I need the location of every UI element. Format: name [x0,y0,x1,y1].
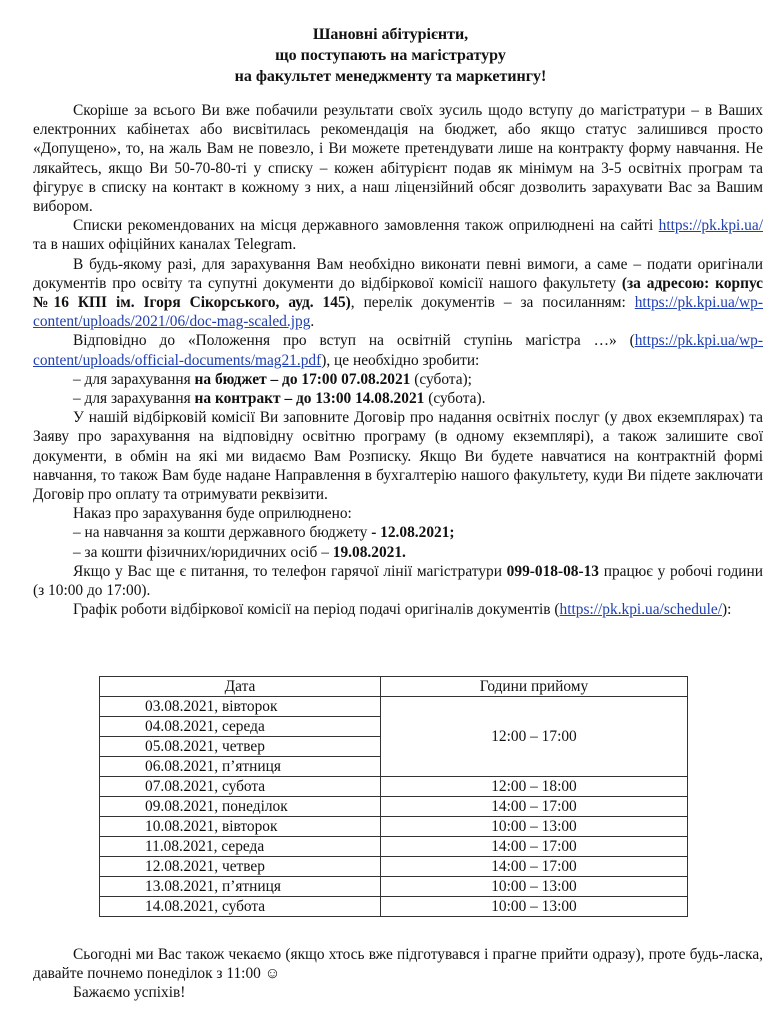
row-hours: 10:00 – 13:00 [381,877,688,897]
title-line-1: Шановні абітурієнти, [312,26,469,43]
row-date: 13.08.2021, п’ятниця [100,877,381,897]
order-budget [33,523,763,542]
closing-wishes: Бажаємо успіхів! [73,984,186,1002]
requirements-middle: , перелік документів – за посиланням: [350,294,635,312]
order-budget-date: - 12.08.2021; [371,524,455,542]
table-row [100,897,688,917]
requirement-contract [33,389,763,408]
order-contract-date: 19.08.2021. [332,543,406,561]
requirements-text: В будь-якому разі, для зарахування Вам необхідно виконати певні вимоги, а саме – подати оригінали документів про освіту та супутні документи до відбіркової комісії нашого факультету [33,255,763,292]
table-row [100,817,688,837]
order-contract-prefix: – за кошти фізичних/юридичних осіб – [73,543,333,561]
table-row [100,837,688,857]
site-link[interactable]: https://pk.kpi.ua/ [658,217,763,235]
regulation-tail: ), це необхідно зробити: [321,351,480,369]
requirements-tail: . [310,313,315,331]
table-row [100,697,688,717]
requirement-budget [33,370,763,389]
row-date: 11.08.2021, середа [100,837,381,857]
header-date: Дата [100,677,381,697]
schedule-table [99,676,688,917]
paragraph-lists-text: Списки рекомендованих на місця державного замовлення також оприлюднені на сайті [73,217,659,235]
document-title [0,24,781,87]
hotline-text: Якщо у Вас ще є питання, то телефон гарячої лінії магістратури [73,562,507,580]
closing-paragraph: Сьогодні ми Вас також чекаємо (якщо хтось вже підготувався і прагне прийти одразу), проте будь-ласка, давайте почнемо понеділок з 11:00 ☺ [33,946,763,983]
merged-hours: 12:00 – 17:00 [381,697,688,777]
header-hours: Години прийому [381,677,688,697]
title-line-3: на факультет менеджменту та маркетингу! [234,68,547,85]
table-row [100,877,688,897]
row-date: 03.08.2021, вівторок [100,697,381,717]
row-date: 09.08.2021, понеділок [100,797,381,817]
row-date: 05.08.2021, четвер [100,737,381,757]
paragraph-lists [33,216,763,254]
document-body [33,101,763,619]
order-contract [33,543,763,562]
table-row [100,797,688,817]
row-date: 07.08.2021, субота [100,777,381,797]
requirement-contract-prefix: – для зарахування [73,390,195,408]
row-hours: 14:00 – 17:00 [381,857,688,877]
paragraph-commission: У нашій відбірковій комісії Ви заповните Договір про надання освітніх послуг (у двох екземплярах) та Заяву про зарахування на відповідну освітню програму (в одному екземплярі), а також залишите свої документи, в обмін на які ми видаємо Вам Розписку. Якщо Ви будете навчатися на контрактній формі навчання, то також Вам буде надане Направлення в бухгалтерію нашого факультету, куди Ви підете заключати Договір про оплату та отримувати реквізити. [33,409,763,504]
schedule-tail: ): [721,601,732,619]
order-intro: Наказ про зарахування буде оприлюднено: [73,505,352,523]
closing-section [33,945,763,1003]
requirement-budget-deadline: на бюджет – до 17:00 07.08.2021 [194,370,411,388]
row-date: 04.08.2021, середа [100,717,381,737]
hotline-phone: 099-018-08-13 [506,562,600,580]
row-date: 12.08.2021, четвер [100,857,381,877]
table-row [100,857,688,877]
row-date: 06.08.2021, п’ятниця [100,757,381,777]
row-hours: 14:00 – 17:00 [381,797,688,817]
requirement-contract-suffix: (субота). [424,390,486,408]
paragraph-results: Скоріше за всього Ви вже побачили результати своїх зусиль щодо вступу до магістратури – в Ваших електронних кабінетах або висвітилась рекомендація на бюджет, або якщо статус залишився просто «Допущено», то, на жаль Вам не повезло, і Ви можете претендувати лише на контракту форму навчання. Не лякайтесь, якщо Ви 50-70-80-ті у списку – кожен абітурієнт подав як мінімум на 3-5 освітніх програм та фігурує в списку на контакт в кожному з них, а наш ліцензійний обсяг дозволить зарахувати Вас за Вашим вибором. [33,102,763,216]
documents-list-link[interactable]: https://pk.kpi.ua/wp-content/uploads/2021/06/doc-mag-scaled.jpg [33,294,763,331]
row-hours: 12:00 – 18:00 [381,777,688,797]
paragraph-regulation [33,331,763,369]
row-date: 14.08.2021, субота [100,897,381,917]
table-row [100,777,688,797]
paragraph-requirements [33,255,763,332]
row-hours: 14:00 – 17:00 [381,837,688,857]
requirement-contract-deadline: на контракт – до 13:00 14.08.2021 [194,390,425,408]
address-bold: (за адресою: корпус №16 КПІ ім. Ігоря Сікорського, ауд. 145) [33,274,763,312]
regulation-link[interactable]: https://pk.kpi.ua/wp-content/uploads/official-documents/mag21.pdf [33,332,763,369]
paragraph-lists-tail: та в наших офіційних каналах Telegram. [33,236,297,254]
row-hours: 10:00 – 13:00 [381,897,688,917]
table-header-row [100,677,688,697]
row-hours: 10:00 – 13:00 [381,817,688,837]
requirement-budget-prefix: – для зарахування [73,370,195,388]
schedule-text: Графік роботи відбіркової комісії на період подачі оригіналів документів ( [73,601,560,619]
requirement-budget-suffix: (субота); [410,370,472,388]
row-date: 10.08.2021, вівторок [100,817,381,837]
regulation-text: Відповідно до «Положення про вступ на освітній ступінь магістра …» ( [73,332,635,350]
schedule-link[interactable]: https://pk.kpi.ua/schedule/ [559,601,722,619]
title-line-2: що поступають на магістратуру [275,47,506,64]
paragraph-schedule [33,600,763,619]
order-budget-prefix: – на навчання за кошти державного бюджету [73,524,372,542]
paragraph-hotline [33,562,763,600]
hotline-tail: працює у робочі години (з 10:00 до 17:00). [33,562,763,600]
